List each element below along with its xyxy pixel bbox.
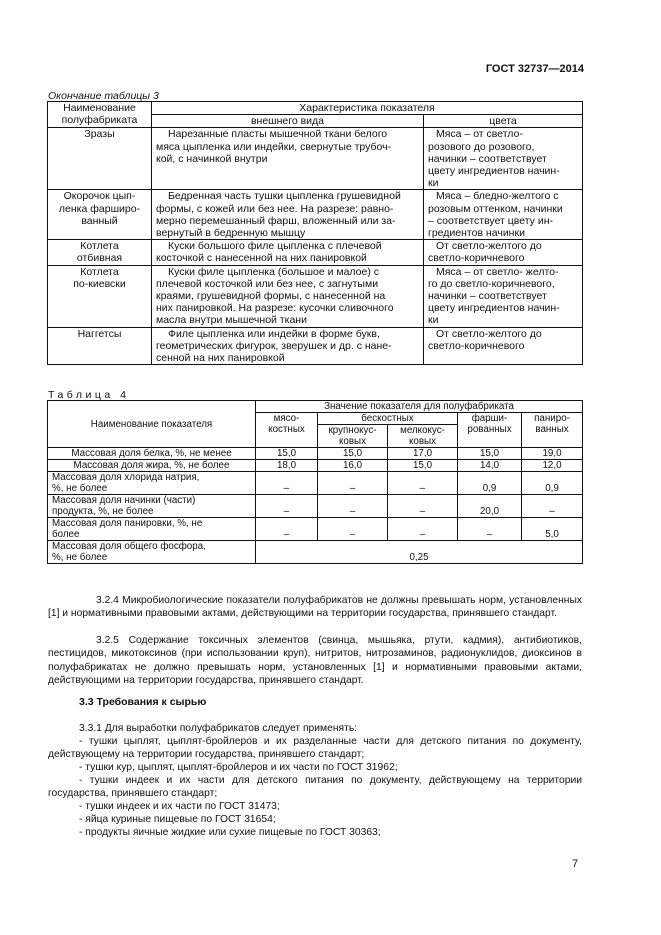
t4-value-cell: 5,0 — [522, 518, 583, 541]
t4-row-name: Массовая доля жира, %, не более — [48, 460, 256, 472]
table-row — [48, 495, 583, 518]
t4-value-cell: – — [256, 472, 318, 495]
t4-row-name: Массовая доля белка, %, не менее — [48, 448, 256, 460]
table-row — [48, 327, 583, 365]
t3-header-name: Наименование полуфабриката — [48, 102, 152, 128]
t3-col-cell: Мяса – от светло- желто- го до светло-коричневого, начинки – соответствует цвету ингредиентов начин- ки — [424, 265, 583, 327]
paragraph-3-3-1: 3.3.1 Для выработки полуфабрикатов следует применять: — [79, 723, 358, 734]
t4-value-cell: – — [458, 518, 522, 541]
t4-value-cell: 18,0 — [256, 460, 318, 472]
table-4 — [47, 400, 583, 564]
t4-header-boneless: бескостных — [318, 413, 458, 425]
t4-value-cell: – — [388, 495, 458, 518]
t4-header-meat: мясо- костных — [256, 413, 318, 448]
t4-last-row-value: 0,25 — [256, 541, 583, 564]
table-row — [48, 240, 583, 265]
page-number: 7 — [572, 858, 579, 870]
t4-value-cell: 20,0 — [458, 495, 522, 518]
t3-col-cell: От светло-желтого до светло-коричневого — [424, 240, 583, 265]
t3-ext-cell: Нарезанные пласты мышечной ткани белого мяса цыпленка или индейки, свернутые трубоч- кой, с начинкой внутри — [152, 128, 424, 190]
table-row — [48, 460, 583, 472]
t3-ext-cell: Бедренная часть тушки цыпленка грушевидной формы, с кожей или без нее. На разрезе: равно- мерно перемешанный фарш, вложенный или за- вернутый в бедренную мышцу — [152, 190, 424, 240]
t3-header-ext: внешнего вида — [152, 115, 424, 128]
t4-last-row-name: Массовая доля общего фосфора, %, не более — [48, 541, 256, 564]
t4-value-cell: 12,0 — [522, 460, 583, 472]
t3-header-char: Характеристика показателя — [152, 102, 583, 115]
t4-row-name: Массовая доля панировки, %, не более — [48, 518, 256, 541]
t4-value-cell: – — [388, 518, 458, 541]
t4-value-cell: – — [318, 495, 388, 518]
table-row — [48, 190, 583, 240]
t3-name-cell: Котлета отбивная — [48, 240, 152, 265]
t3-ext-cell: Филе цыпленка или индейки в форме букв, геометрических фигурок, зверушек и др. с нане- сенной на них панировкой — [152, 327, 424, 365]
t4-header-small: мелкокус- ковых — [388, 425, 458, 448]
t4-header-stuffed: фарши- рованных — [458, 413, 522, 448]
t4-value-cell: 15,0 — [458, 448, 522, 460]
t4-row-name: Массовая доля хлорида натрия, %, не более — [48, 472, 256, 495]
list-item: - тушки кур, цыплят, цыплят-бройлеров и их части по ГОСТ 31962; — [79, 762, 398, 773]
t3-col-cell: Мяса – бледно-желтого с розовым оттенком, начинки – соответствует цвету ин- гредиентов начинки — [424, 190, 583, 240]
t4-value-cell: – — [256, 518, 318, 541]
t4-value-cell: 0,9 — [458, 472, 522, 495]
section-3-3-heading: 3.3 Требования к сырью — [79, 696, 207, 708]
t4-value-cell: 15,0 — [388, 460, 458, 472]
t4-value-cell: 17,0 — [388, 448, 458, 460]
t4-value-cell: 19,0 — [522, 448, 583, 460]
t4-header-value: Значение показателя для полуфабриката — [256, 401, 583, 413]
list-item: - яйца куриные пищевые по ГОСТ 31654; — [79, 814, 276, 825]
t3-col-cell: От светло-желтого до светло-коричневого — [424, 327, 583, 365]
table3-caption: Окончание таблицы 3 — [48, 90, 159, 102]
t4-row-name: Массовая доля начинки (части) продукта, %, не более — [48, 495, 256, 518]
t4-header-indicator: Наименование показателя — [48, 401, 256, 448]
t3-name-cell: Котлета по-киевски — [48, 265, 152, 327]
t4-value-cell: 0,9 — [522, 472, 583, 495]
document-code: ГОСТ 32737—2014 — [485, 63, 584, 75]
t4-value-cell: 15,0 — [318, 448, 388, 460]
list-item: - тушки цыплят, цыплят-бройлеров и их разделанные части для детского питания по документу, действующему на территории государства, принявшего стандарт; — [48, 736, 582, 761]
t4-value-cell: 16,0 — [318, 460, 388, 472]
t4-value-cell: 15,0 — [256, 448, 318, 460]
t4-value-cell: – — [318, 518, 388, 541]
t3-name-cell: Наггетсы — [48, 327, 152, 365]
list-item: - тушки индеек и их части для детского питания по документу, действующему на территории государства, принявшего стандарт; — [48, 775, 582, 800]
list-item: - продукты яичные жидкие или сухие пищевые по ГОСТ 30363; — [79, 827, 381, 838]
table-row — [48, 472, 583, 495]
t4-value-cell: – — [256, 495, 318, 518]
t4-value-cell: – — [318, 472, 388, 495]
t4-value-cell: – — [522, 495, 583, 518]
t4-header-large: крупнокус- ковых — [318, 425, 388, 448]
t3-ext-cell: Куски большого филе цыпленка с плечевой косточкой с нанесенной на них панировкой — [152, 240, 424, 265]
table4-caption: Таблица 4 — [48, 389, 130, 401]
table-row — [48, 128, 583, 190]
paragraph-3-2-4: 3.2.4 Микробиологические показатели полуфабрикатов не должны превышать норм, установленных [1] и нормативными правовыми актами, действующими на территории государства, принявшего стандарт. — [48, 595, 582, 620]
table-3 — [47, 101, 583, 365]
t4-header-breaded: паниро- ванных — [522, 413, 583, 448]
table-row — [48, 518, 583, 541]
list-item: - тушки индеек и их части по ГОСТ 31473; — [79, 801, 280, 812]
t3-name-cell: Зразы — [48, 128, 152, 190]
t4-value-cell: – — [388, 472, 458, 495]
t3-col-cell: Мяса – от светло- розового до розового, начинки – соответствует цвету ингредиентов начин- ки — [424, 128, 583, 190]
table-row — [48, 448, 583, 460]
paragraph-3-2-5: 3.2.5 Содержание токсичных элементов (свинца, мышьяка, ртути, кадмия), антибиотиков, пестицидов, микотоксинов (при использовании круп), нитритов, нитрозаминов, радионуклидов, диоксинов в полуфабрикатах не должно превышать норм, установленных [1] и нормативными правовыми актами, действующими на территории государства, принявшего стандарт. — [48, 635, 582, 686]
t3-ext-cell: Куски филе цыпленка (большое и малое) с плечевой косточкой или без нее, с загнутыми краями, грушевидной формы, с нанесенной на них панировкой. На разрезе: кусочки сливочного масла внутри мышечной ткани — [152, 265, 424, 327]
t3-header-col: цвета — [424, 115, 583, 128]
t3-name-cell: Окорочок цып- ленка фарширо- ванный — [48, 190, 152, 240]
t4-value-cell: 14,0 — [458, 460, 522, 472]
table-row — [48, 265, 583, 327]
